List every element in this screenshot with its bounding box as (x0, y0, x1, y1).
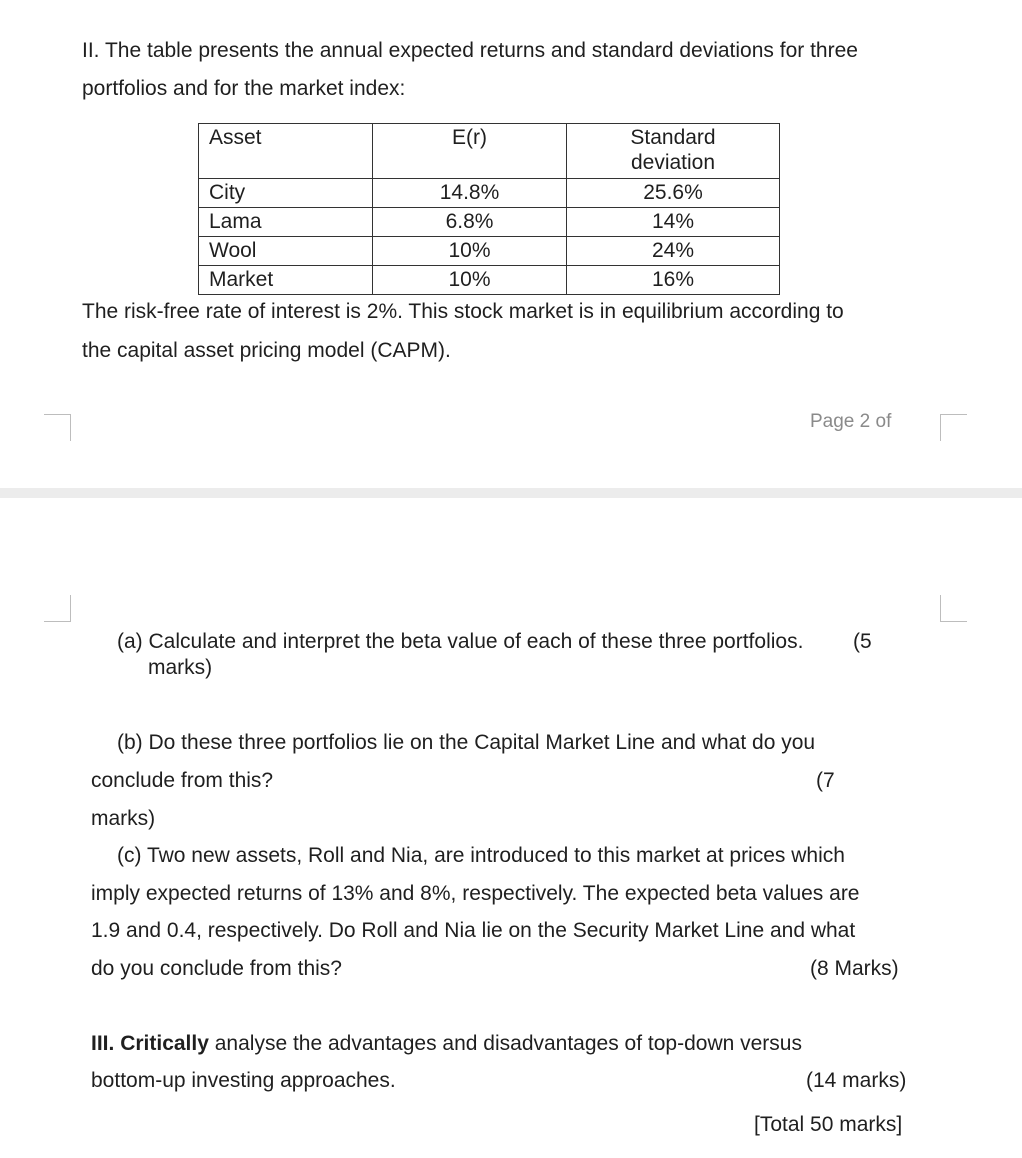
part-c-line3: 1.9 and 0.4, respectively. Do Roll and Nia lie on the Security Market Line and what (91, 919, 856, 942)
cell-er: 10% (373, 237, 567, 266)
part-a-line1: (a) Calculate and interpret the beta value of each of these three portfolios. (117, 630, 804, 653)
cell-er: 14.8% (373, 179, 567, 208)
part-b-line3: marks) (91, 807, 156, 830)
page-separator (0, 488, 1022, 498)
question-3-prefix: III. (91, 1032, 115, 1055)
question-3-line1 (91, 1031, 802, 1057)
question-3-line1-rest: analyse the advantages and disadvantages of top-down versus (214, 1032, 802, 1055)
cell-asset: City (199, 179, 373, 208)
cell-sd: 14% (567, 208, 780, 237)
part-c-line4: do you conclude from this? (91, 957, 342, 980)
table-row (199, 208, 780, 237)
header-standard-deviation (567, 124, 780, 179)
cell-asset: Market (199, 266, 373, 295)
cell-asset: Lama (199, 208, 373, 237)
question-3-bold-word: Critically (120, 1032, 209, 1055)
table-row (199, 237, 780, 266)
part-c-marks: (8 Marks) (810, 957, 899, 980)
cell-er: 10% (373, 266, 567, 295)
returns-table (198, 123, 780, 295)
risk-free-line2: the capital asset pricing model (CAPM). (82, 339, 451, 362)
question-2-intro-line2: portfolios and for the market index: (82, 77, 406, 100)
total-marks: [Total 50 marks] (754, 1113, 903, 1136)
table-header-row (199, 124, 780, 179)
part-b-line1: (b) Do these three portfolios lie on the Capital Market Line and what do you (117, 731, 816, 754)
header-expected-return: E(r) (373, 124, 567, 179)
header-sd-line1: Standard (630, 126, 716, 149)
cell-sd: 25.6% (567, 179, 780, 208)
header-sd-line2: deviation (630, 151, 716, 174)
question-3-marks: (14 marks) (806, 1069, 907, 1092)
table-row (199, 179, 780, 208)
page-corner-mark (940, 414, 967, 441)
page-corner-mark (940, 595, 967, 622)
question-3-line2: bottom-up investing approaches. (91, 1069, 396, 1092)
part-b-marks: (7 (816, 769, 835, 792)
part-a-marks: (5 (853, 630, 872, 653)
question-2-intro-line1: II. The table presents the annual expected returns and standard deviations for three (82, 39, 858, 62)
part-c-line2: imply expected returns of 13% and 8%, respectively. The expected beta values are (91, 882, 860, 905)
cell-sd: 24% (567, 237, 780, 266)
risk-free-line1: The risk-free rate of interest is 2%. This stock market is in equilibrium according to (82, 300, 844, 323)
cell-asset: Wool (199, 237, 373, 266)
cell-er: 6.8% (373, 208, 567, 237)
part-a-line2: marks) (148, 656, 213, 679)
cell-sd: 16% (567, 266, 780, 295)
part-b-line2: conclude from this? (91, 769, 274, 792)
header-asset: Asset (199, 124, 373, 179)
page-corner-mark (44, 414, 71, 441)
page-corner-mark (44, 595, 71, 622)
part-c-line1: (c) Two new assets, Roll and Nia, are introduced to this market at prices which (117, 844, 845, 867)
table-row (199, 266, 780, 295)
page-number: Page 2 of (810, 411, 892, 432)
